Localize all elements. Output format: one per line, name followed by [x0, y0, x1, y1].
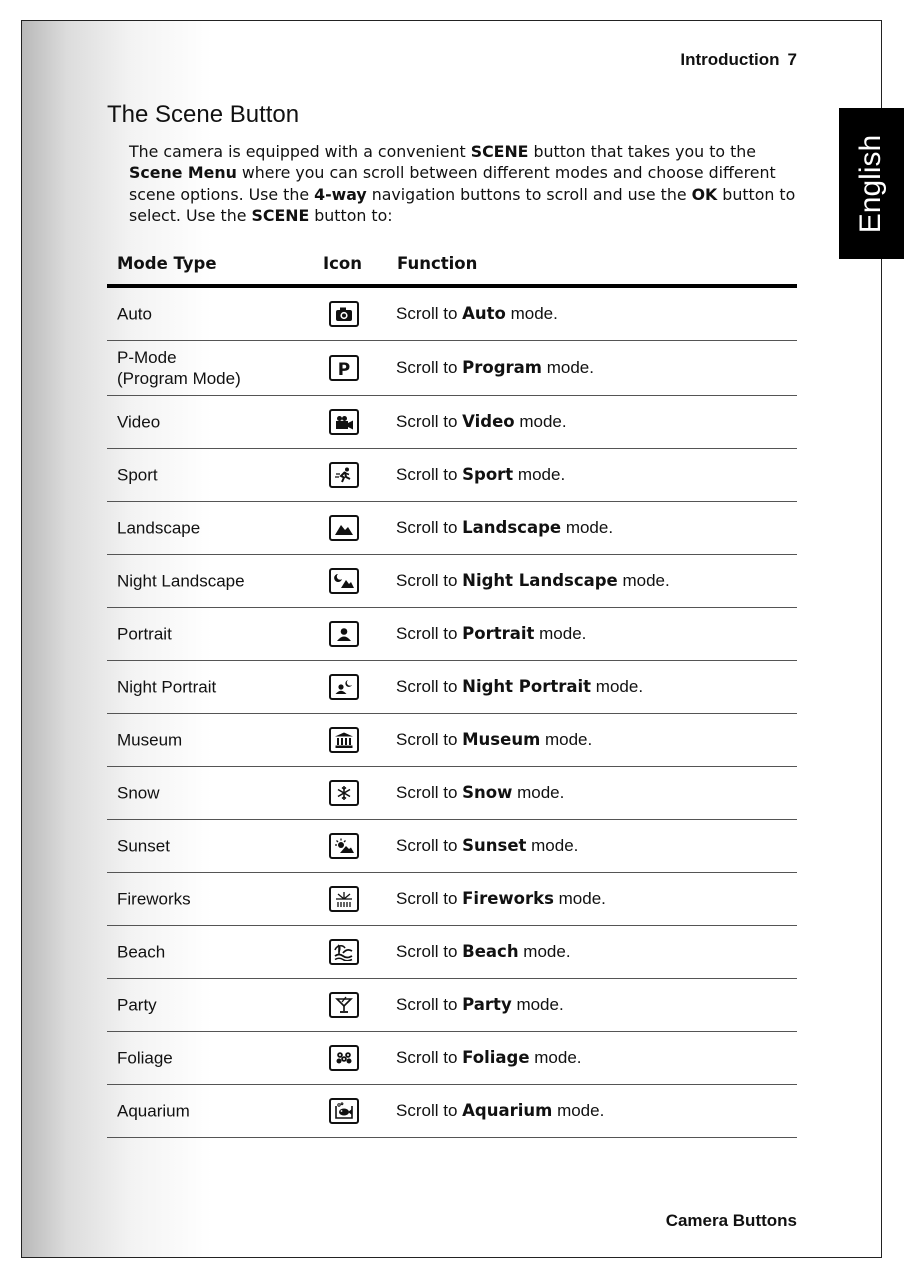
function-cell	[396, 995, 564, 1015]
function-suffix: mode.	[513, 465, 566, 484]
header-mode-type: Mode Type	[117, 254, 217, 273]
intro-text: navigation buttons to scroll and use the	[366, 184, 692, 204]
mode-type-label: Auto	[117, 304, 152, 324]
function-cell	[396, 358, 594, 378]
function-cell	[396, 1048, 582, 1068]
intro-bold: SCENE	[470, 142, 529, 161]
table-row	[107, 288, 797, 341]
intro-text: where you can scroll between different modes and choose different scene options. Use the	[129, 163, 776, 204]
sunset-icon	[329, 833, 359, 859]
function-suffix: mode.	[505, 304, 558, 323]
function-mode-name: Landscape	[462, 518, 562, 537]
mode-type-label: Landscape	[117, 518, 201, 538]
snowflake-icon	[329, 780, 359, 806]
intro-text: button that takes you to the	[528, 142, 757, 161]
night-portrait-icon	[329, 674, 359, 700]
function-suffix: mode.	[553, 889, 606, 908]
function-prefix: Scroll to	[396, 412, 463, 431]
function-suffix: mode.	[534, 624, 587, 643]
mode-type-label: Sport	[117, 465, 158, 485]
function-suffix: mode.	[541, 358, 594, 377]
mode-type-label: Night Landscape	[117, 571, 245, 591]
mode-type-cell	[117, 783, 160, 804]
function-prefix: Scroll to	[396, 518, 463, 537]
function-mode-name: Sunset	[462, 836, 527, 855]
language-tab-label: English	[854, 134, 888, 233]
function-suffix: mode.	[561, 518, 614, 537]
mode-type-cell	[117, 412, 160, 433]
mode-type-cell	[117, 304, 152, 325]
function-mode-name: Museum	[462, 730, 541, 749]
portrait-person-icon	[329, 621, 359, 647]
mode-type-cell	[117, 836, 170, 857]
mode-type-label: Sunset	[117, 836, 170, 856]
header-section-title: Introduction	[680, 50, 780, 69]
table-row	[107, 820, 797, 873]
table-row	[107, 341, 797, 396]
table-row	[107, 979, 797, 1032]
function-prefix: Scroll to	[396, 624, 463, 643]
table-row	[107, 661, 797, 714]
section-title: The Scene Button	[107, 101, 300, 128]
aquarium-fish-icon	[329, 1098, 359, 1124]
function-prefix: Scroll to	[396, 783, 463, 802]
mode-type-cell	[117, 889, 191, 910]
function-mode-name: Foliage	[462, 1048, 530, 1067]
mode-type-cell	[117, 1101, 190, 1122]
table-row	[107, 608, 797, 661]
mode-type-label-line2: (Program Mode)	[117, 369, 241, 388]
header-icon: Icon	[323, 254, 363, 273]
mode-type-cell	[117, 730, 182, 751]
running-header	[680, 50, 797, 70]
function-prefix: Scroll to	[396, 465, 463, 484]
table-row	[107, 449, 797, 502]
mode-type-label: Video	[117, 412, 161, 432]
function-suffix: mode.	[552, 1101, 605, 1120]
function-suffix: mode.	[511, 995, 564, 1014]
mode-type-label: Foliage	[117, 1048, 173, 1068]
function-suffix: mode.	[617, 571, 670, 590]
scene-mode-table	[107, 251, 797, 1138]
mode-type-label: Aquarium	[117, 1101, 190, 1121]
mode-type-cell	[117, 518, 200, 539]
running-footer: Camera Buttons	[665, 1211, 797, 1230]
foliage-flower-icon	[329, 1045, 359, 1071]
function-mode-name: Night Landscape	[462, 571, 618, 590]
function-prefix: Scroll to	[396, 995, 463, 1014]
function-cell	[396, 836, 578, 856]
function-cell	[396, 1101, 604, 1121]
table-row	[107, 714, 797, 767]
night-landscape-icon	[329, 568, 359, 594]
table-row	[107, 502, 797, 555]
function-mode-name: Auto	[462, 304, 506, 323]
table-row	[107, 1032, 797, 1085]
mode-type-cell	[117, 995, 157, 1016]
function-suffix: mode.	[526, 836, 579, 855]
header-function: Function	[397, 254, 478, 273]
landscape-mountain-icon	[329, 515, 359, 541]
table-row	[107, 555, 797, 608]
function-mode-name: Party	[462, 995, 512, 1014]
function-mode-name: Sport	[462, 465, 514, 484]
mode-type-label: Museum	[117, 730, 183, 750]
function-cell	[396, 412, 567, 432]
intro-bold: Scene Menu	[129, 163, 237, 183]
function-prefix: Scroll to	[396, 836, 463, 855]
intro-text: button to select. Use the	[129, 184, 796, 226]
function-mode-name: Fireworks	[462, 889, 554, 908]
mode-type-cell	[117, 624, 172, 645]
function-suffix: mode.	[529, 1048, 582, 1067]
function-cell	[396, 677, 643, 697]
function-mode-name: Aquarium	[462, 1101, 553, 1120]
intro-text: The camera is equipped with a convenient	[129, 142, 471, 161]
function-prefix: Scroll to	[396, 358, 463, 377]
function-prefix: Scroll to	[396, 1101, 463, 1120]
table-row	[107, 873, 797, 926]
auto-camera-icon	[329, 301, 359, 327]
fireworks-icon	[329, 886, 359, 912]
table-row	[107, 926, 797, 979]
function-prefix: Scroll to	[396, 730, 463, 749]
video-camera-icon	[329, 409, 359, 435]
function-suffix: mode.	[514, 412, 567, 431]
mode-type-label: Snow	[117, 783, 160, 803]
program-p-icon	[329, 355, 359, 381]
function-cell	[396, 465, 565, 485]
function-suffix: mode.	[591, 677, 644, 696]
mode-type-label: Beach	[117, 942, 166, 962]
intro-bold: 4-way	[314, 184, 367, 204]
function-prefix: Scroll to	[396, 571, 463, 590]
function-cell	[396, 730, 592, 750]
mode-type-cell	[117, 347, 241, 389]
table-header	[107, 251, 797, 288]
function-cell	[396, 783, 564, 803]
function-mode-name: Snow	[462, 783, 513, 802]
mode-type-label: Fireworks	[117, 889, 191, 909]
function-mode-name: Video	[462, 412, 515, 431]
mode-type-cell	[117, 942, 165, 963]
function-prefix: Scroll to	[396, 304, 463, 323]
intro-text: button to:	[309, 206, 393, 226]
party-glass-icon	[329, 992, 359, 1018]
function-prefix: Scroll to	[396, 1048, 463, 1067]
function-cell	[396, 942, 571, 962]
intro-bold: OK	[691, 184, 718, 204]
mode-type-label: Portrait	[117, 624, 172, 644]
function-mode-name: Portrait	[462, 624, 535, 643]
function-mode-name: Program	[462, 358, 542, 377]
function-cell	[396, 518, 613, 538]
page-number: 7	[787, 50, 797, 69]
intro-paragraph	[129, 141, 799, 227]
function-suffix: mode.	[518, 942, 571, 961]
function-cell	[396, 304, 558, 324]
function-cell	[396, 624, 586, 644]
function-mode-name: Beach	[462, 942, 519, 961]
function-prefix: Scroll to	[396, 889, 463, 908]
mode-type-cell	[117, 677, 216, 698]
beach-wave-icon	[329, 939, 359, 965]
mode-type-cell	[117, 1048, 173, 1069]
function-prefix: Scroll to	[396, 942, 463, 961]
function-suffix: mode.	[512, 783, 565, 802]
function-cell	[396, 889, 606, 909]
table-row	[107, 767, 797, 820]
intro-bold: SCENE	[251, 206, 310, 226]
museum-building-icon	[329, 727, 359, 753]
mode-type-label: P-Mode	[117, 348, 177, 367]
function-mode-name: Night Portrait	[462, 677, 592, 696]
svg-text:P: P	[337, 360, 351, 377]
mode-type-cell	[117, 571, 245, 592]
function-suffix: mode.	[540, 730, 593, 749]
mode-type-cell	[117, 465, 158, 486]
mode-type-label: Party	[117, 995, 157, 1015]
language-tab	[839, 108, 904, 259]
table-row	[107, 396, 797, 449]
function-cell	[396, 571, 670, 591]
mode-type-label: Night Portrait	[117, 677, 217, 697]
sport-runner-icon	[329, 462, 359, 488]
function-prefix: Scroll to	[396, 677, 463, 696]
table-row	[107, 1085, 797, 1138]
